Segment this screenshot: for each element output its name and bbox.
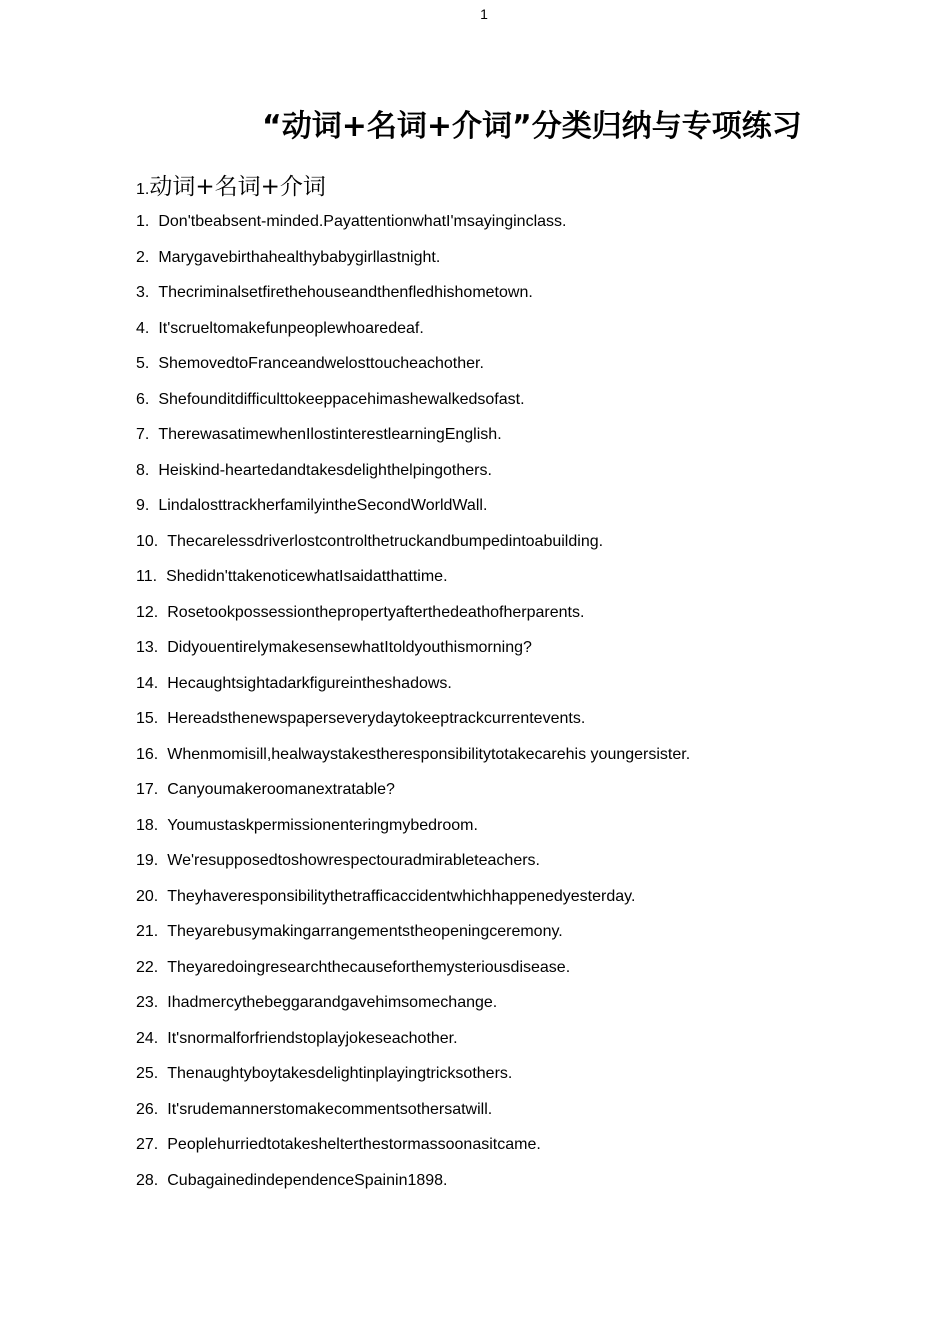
exercise-sentence: Marygavebirthahealthybabygirllastnight. — [158, 248, 441, 266]
exercise-number: 22. — [136, 958, 159, 976]
exercise-item — [136, 780, 696, 800]
exercise-number: 21. — [136, 923, 159, 940]
exercise-sentence: ShemovedtoFranceandwelosttoucheachother. — [158, 355, 484, 372]
exercise-sentence: Thecriminalsetfirethehouseandthenfledhishometown. — [158, 284, 533, 301]
exercise-number: 6. — [136, 390, 150, 408]
exercise-sentence: Whenmomisill,healwaystakestheresponsibilitytotakecarehis youngersister. — [167, 745, 691, 763]
exercise-number: 1. — [136, 213, 150, 230]
exercise-number: 11. — [136, 568, 158, 585]
exercise-number: 28. — [136, 1171, 159, 1189]
exercise-sentence: It'srudemannerstomakecommentsothersatwill. — [167, 1100, 493, 1118]
exercise-list — [136, 212, 696, 1206]
exercise-item — [136, 390, 696, 410]
exercise-number: 23. — [136, 994, 159, 1011]
exercise-number: 2. — [136, 248, 150, 266]
exercise-sentence: Don'tbeabsent-minded.PayattentionwhatI'msayinginclass. — [158, 213, 567, 230]
exercise-sentence: Canyoumakeroomanextratable? — [167, 781, 395, 798]
exercise-item — [136, 1135, 696, 1155]
exercise-number: 20. — [136, 887, 159, 905]
page-number: 1 — [480, 6, 488, 22]
exercise-number: 9. — [136, 497, 150, 514]
exercise-sentence: Theyhaveresponsibilitythetrafficaccidentwhichhappenedyesterday. — [167, 887, 636, 905]
exercise-item — [136, 1029, 696, 1049]
exercise-number: 26. — [136, 1100, 159, 1118]
exercise-number: 25. — [136, 1065, 159, 1082]
exercise-item — [136, 709, 696, 729]
exercise-sentence: LindalosttrackherfamilyintheSecondWorldWall. — [158, 497, 488, 514]
exercise-item — [136, 745, 696, 765]
document-title: “动词+名词+介词”分类归纳与专项练习 — [262, 109, 802, 144]
exercise-number: 15. — [136, 710, 159, 727]
exercise-number: 17. — [136, 781, 159, 798]
exercise-sentence: Heiskind-heartedandtakesdelighthelpingothers. — [158, 461, 492, 479]
exercise-item — [136, 425, 696, 445]
exercise-sentence: Youmustaskpermissionenteringmybedroom. — [167, 816, 478, 834]
exercise-item — [136, 638, 696, 658]
exercise-item — [136, 1064, 696, 1084]
exercise-number: 10. — [136, 532, 159, 550]
exercise-item — [136, 532, 696, 552]
exercise-sentence: Theyarebusymakingarrangementstheopeningceremony. — [167, 923, 563, 940]
exercise-item — [136, 1171, 696, 1191]
exercise-sentence: Ihadmercythebeggarandgavehimsomechange. — [167, 994, 498, 1011]
exercise-item — [136, 674, 696, 694]
exercise-number: 4. — [136, 319, 150, 337]
exercise-number: 3. — [136, 284, 150, 301]
exercise-number: 24. — [136, 1029, 159, 1047]
exercise-number: 13. — [136, 639, 159, 656]
exercise-item — [136, 496, 696, 516]
exercise-number: 14. — [136, 674, 159, 692]
exercise-sentence: Theyaredoingresearchthecauseforthemysteriousdisease. — [167, 958, 571, 976]
exercise-sentence: Thecarelessdriverlostcontrolthetruckandbumpedintoabuilding. — [167, 532, 604, 550]
exercise-sentence: Thenaughtyboytakesdelightinplayingtricksothers. — [167, 1065, 513, 1082]
exercise-number: 7. — [136, 426, 150, 443]
section-heading — [136, 168, 326, 201]
exercise-number: 16. — [136, 745, 159, 763]
exercise-sentence: TherewasatimewhenIlostinterestlearningEnglish. — [158, 426, 502, 443]
exercise-item — [136, 887, 696, 907]
exercise-item — [136, 354, 696, 374]
exercise-item — [136, 816, 696, 836]
exercise-number: 5. — [136, 355, 150, 372]
exercise-sentence: We'resupposedtoshowrespectouradmirableteachers. — [167, 852, 540, 869]
exercise-number: 8. — [136, 461, 150, 479]
exercise-sentence: Hereadsthenewspaperseverydaytokeeptrackcurrentevents. — [167, 710, 586, 727]
exercise-number: 19. — [136, 852, 159, 869]
exercise-sentence: Hecaughtsightadarkfigureintheshadows. — [167, 674, 452, 692]
exercise-item — [136, 567, 696, 587]
exercise-item — [136, 603, 696, 623]
section-heading-text: 动词+名词+介词 — [149, 174, 326, 200]
section-number: 1. — [136, 181, 150, 198]
exercise-item — [136, 851, 696, 871]
exercise-item — [136, 993, 696, 1013]
exercise-number: 12. — [136, 603, 159, 621]
exercise-item — [136, 248, 696, 268]
exercise-item — [136, 461, 696, 481]
exercise-sentence: Rosetookpossessionthepropertyafterthedeathofherparents. — [167, 603, 585, 621]
exercise-sentence: Peoplehurriedtotakeshelterthestormassoonasitcame. — [167, 1136, 541, 1153]
exercise-sentence: It'scrueltomakefunpeoplewhoaredeaf. — [158, 319, 424, 337]
exercise-item — [136, 283, 696, 303]
exercise-item — [136, 1100, 696, 1120]
exercise-sentence: CubagainedindependenceSpainin1898. — [167, 1171, 448, 1189]
exercise-sentence: DidyouentirelymakesensewhatItoldyouthismorning? — [167, 639, 532, 656]
exercise-number: 18. — [136, 816, 159, 834]
exercise-number: 27. — [136, 1136, 159, 1153]
exercise-sentence: It'snormalforfriendstoplayjokeseachother. — [167, 1029, 458, 1047]
exercise-item — [136, 212, 696, 232]
exercise-sentence: Shedidn'ttakenoticewhatIsaidatthattime. — [166, 568, 448, 585]
exercise-item — [136, 319, 696, 339]
exercise-sentence: Shefounditdifficulttokeeppacehimashewalkedsofast. — [158, 390, 525, 408]
exercise-item — [136, 922, 696, 942]
exercise-item — [136, 958, 696, 978]
